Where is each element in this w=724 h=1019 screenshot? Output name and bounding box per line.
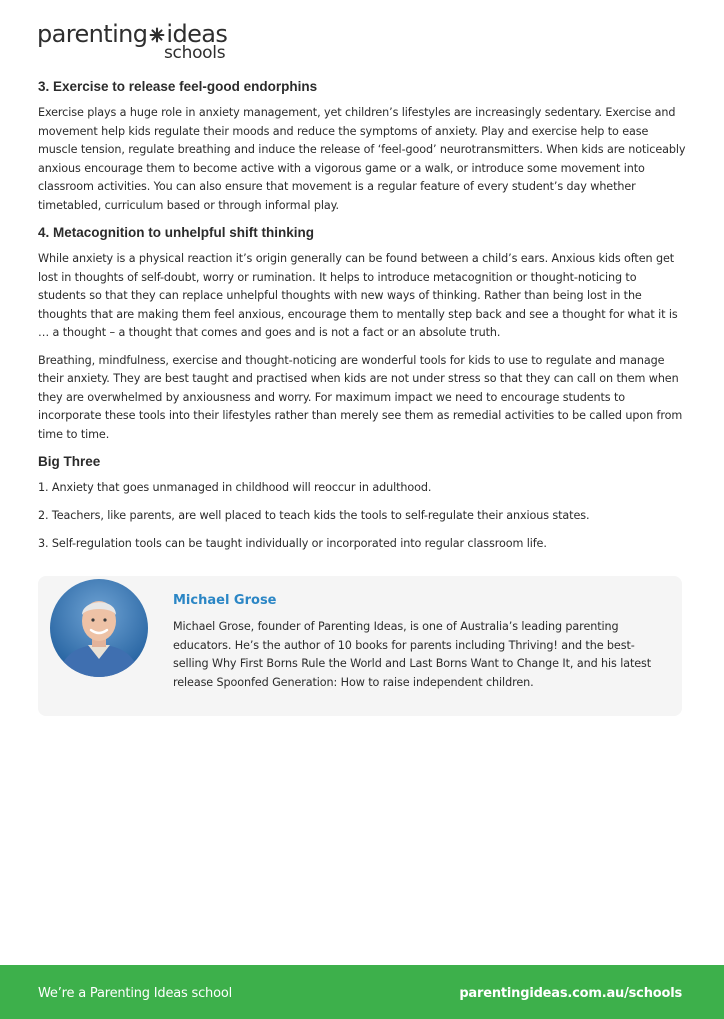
big-three-heading: Big Three [38, 454, 101, 469]
author-avatar [50, 579, 148, 677]
section-heading-metacognition: 4. Metacognition to unhelpful shift thinking [38, 225, 314, 240]
logo-word-parenting: parenting [37, 20, 148, 48]
parenting-ideas-schools-logo [37, 20, 227, 64]
author-bio-card [38, 576, 682, 716]
paragraph-exercise: Exercise plays a huge role in anxiety management, yet children’s lifestyles are increasingly sedentary. Exercise and movement help kids regulate their moods and reduce the symptoms of anxiety. Play and exercise help to ease muscle tension, regulate breathing and induce the release of ‘feel-good’ neurotransmitters. When kids are noticeably anxious encourage them to become active with a vigorous game or a walk, or introduce some movement into classroom activities. You can also ensure that movement is a regular feature of every student’s day whether timetabled, curriculum based or through informal play. [38, 106, 686, 212]
footer-banner [0, 965, 724, 1019]
big-three-point: 3. Self-regulation tools can be taught individually or incorporated into regular classroom life. [38, 537, 547, 550]
section-heading-exercise: 3. Exercise to release feel-good endorphins [38, 79, 318, 94]
logo-word-schools: schools [164, 43, 226, 63]
big-three-point: 1. Anxiety that goes unmanaged in childhood will reoccur in adulthood. [38, 481, 432, 494]
paragraph-metacognition: While anxiety is a physical reaction it’s origin generally can be found between a child’s ears. Anxious kids often get lost in thoughts of self-doubt, worry or rumination. It helps to introduce metacognition or thought-noticing to students so that they can replace unhelpful thoughts with new ways of thinking. Rather than being lost in the thoughts that are making them feel anxious, encourage them to mentally step back and see a thought for what it is … a thought – a thought that comes and goes and is not a fact or an absolute truth. [38, 252, 678, 339]
logo-word-ideas: ideas [166, 20, 228, 48]
footer-website-link[interactable]: parentingideas.com.au/schools [459, 986, 682, 1001]
author-bio-text: Michael Grose, founder of Parenting Ideas, is one of Australia’s leading parenting educators. He’s the author of 10 books for parents including Thriving! and the best-selling Why First Borns Rule the World and Last Borns Want to Change It, and his latest release Spoonfed Generation: How to raise independent children. [173, 620, 652, 689]
author-name: Michael Grose [173, 593, 277, 608]
paragraph-tools-summary: Breathing, mindfulness, exercise and thought-noticing are wonderful tools for kids to use to regulate and manage their anxiety. They are best taught and practised when kids are not under stress so that they can call on them when they are overwhelmed by anxiousness and worry. For maximum impact we need to encourage students to incorporate these tools into their lifestyles rather than merely see them as remedial activities to be called upon from time to time. [38, 353, 683, 441]
big-three-point: 2. Teachers, like parents, are well placed to teach kids the tools to self-regulate their anxious states. [38, 509, 590, 522]
asterisk-star-icon [149, 27, 165, 43]
footer-school-text: We’re a Parenting Ideas school [38, 986, 232, 1001]
article-content [38, 78, 686, 563]
